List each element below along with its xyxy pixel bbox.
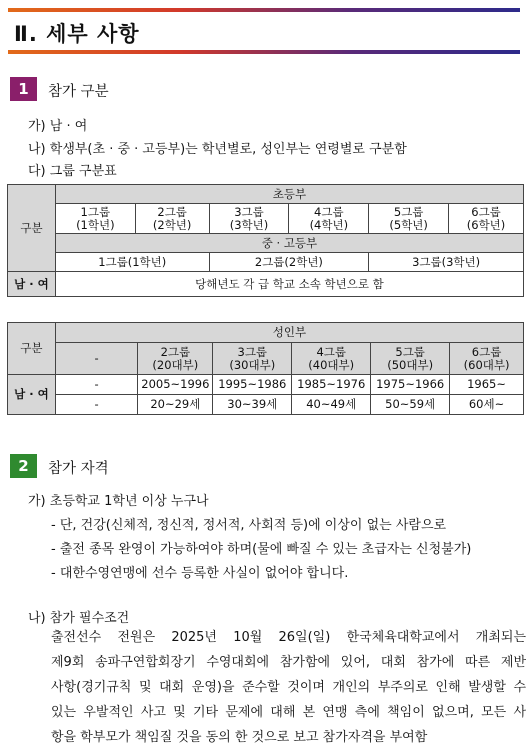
group-table-students — [7, 184, 524, 297]
section2-paragraph — [51, 625, 526, 750]
table1-elem-group-cell: 4그룹 (4학년) — [289, 204, 369, 234]
section2-number-badge: 2 — [10, 454, 37, 478]
group-table-adults — [7, 322, 524, 415]
table2-year-cell: 1975~1966 — [371, 375, 450, 395]
table2-year-cell: 2005~1996 — [138, 375, 213, 395]
table2-group-cell: 2그룹 (20대부) — [138, 343, 213, 375]
paragraph-line: 항을 학부모가 책임질 것을 동의 한 것으로 보고 참가자격을 부여함 — [51, 730, 428, 745]
table1-row-label: 남 · 여 — [8, 272, 56, 297]
table1-elem-group-cell: 1그룹 (1학년) — [55, 204, 135, 234]
table2-dash-cell: - — [55, 375, 138, 395]
table2-age-cell: 20~29세 — [138, 395, 213, 415]
title-top-bar — [8, 8, 520, 12]
section2-title: 참가 자격 — [48, 461, 109, 477]
section2-item-a: 가) 초등학교 1학년 이상 누구나 — [28, 494, 209, 509]
table2-group-cell: 6그룹 (60대부) — [450, 343, 524, 375]
table1-mid-header: 중 · 고등부 — [55, 234, 523, 253]
title-bottom-bar — [8, 50, 520, 54]
paragraph-line: 사항(경기규칙 및 대회 운영)을 준수할 것이며 개인의 부주의로 인해 발생할 수 — [51, 680, 526, 695]
section1-title: 참가 구분 — [48, 84, 109, 100]
table1-row-text: 당해년도 각 급 학교 소속 학년으로 함 — [55, 272, 523, 297]
paragraph-line: 있는 우발적인 사고 및 기타 문제에 대해 본 연맹 측에 책임이 없으며, 모든 사 — [51, 705, 526, 720]
table2-age-cell: 50~59세 — [371, 395, 450, 415]
section2-bullet: - 대한수영연맹에 선수 등록한 사실이 없어야 합니다. — [51, 566, 349, 581]
table2-group-cell: 3그룹 (30대부) — [213, 343, 292, 375]
table2-dash-cell: - — [55, 395, 138, 415]
paragraph-line: 제9회 송파구연합회장기 수영대회에 참가함에 있어, 대회 참가에 따른 제반 — [51, 655, 526, 670]
table1-elem-group-cell: 3그룹 (3학년) — [209, 204, 289, 234]
table2-header: 성인부 — [55, 323, 523, 343]
section2-bullet: - 단, 건강(신체적, 정신적, 정서적, 사회적 등)에 이상이 없는 사람으로 — [51, 518, 447, 533]
section2-bullet: - 출전 종목 완영이 가능하여야 하며(물에 빠질 수 있는 초급자는 신청불가) — [51, 542, 472, 557]
table2-age-cell: 60세~ — [450, 395, 524, 415]
table1-elem-group-cell: 5그룹 (5학년) — [369, 204, 449, 234]
table2-year-cell: 1965~ — [450, 375, 524, 395]
table1-mid-group-cell: 1그룹(1학년) — [55, 253, 209, 272]
section1-item-c: 다) 그룹 구분표 — [28, 164, 117, 179]
table1-elem-group-cell: 2그룹 (2학년) — [135, 204, 209, 234]
table1-corner-cell: 구분 — [8, 185, 56, 272]
table1-elem-group-cell: 6그룹 (6학년) — [449, 204, 524, 234]
paragraph-line: 출전선수 전원은 2025년 10월 26일(일) 한국체육대학교에서 개최되는 — [51, 630, 526, 645]
table2-group-cell: 4그룹 (40대부) — [292, 343, 371, 375]
table2-dash-cell: - — [55, 343, 138, 375]
table1-mid-group-cell: 2그룹(2학년) — [209, 253, 369, 272]
table2-row-label: 남 · 여 — [8, 375, 56, 415]
table1-elem-header: 초등부 — [55, 185, 523, 204]
page-title: Ⅱ. 세부 사항 — [14, 22, 140, 46]
section1-item-b: 나) 학생부(초 · 중 · 고등부)는 학년별로, 성인부는 연령별로 구분함 — [28, 142, 407, 157]
table2-group-cell: 5그룹 (50대부) — [371, 343, 450, 375]
table1-mid-group-cell: 3그룹(3학년) — [369, 253, 524, 272]
section1-number-badge: 1 — [10, 77, 37, 101]
table2-corner-cell: 구분 — [8, 323, 56, 375]
table2-age-cell: 30~39세 — [213, 395, 292, 415]
table2-year-cell: 1985~1976 — [292, 375, 371, 395]
table2-year-cell: 1995~1986 — [213, 375, 292, 395]
table2-age-cell: 40~49세 — [292, 395, 371, 415]
section2-item-b: 나) 참가 필수조건 — [28, 611, 130, 626]
section1-item-a: 가) 남 · 여 — [28, 119, 88, 134]
